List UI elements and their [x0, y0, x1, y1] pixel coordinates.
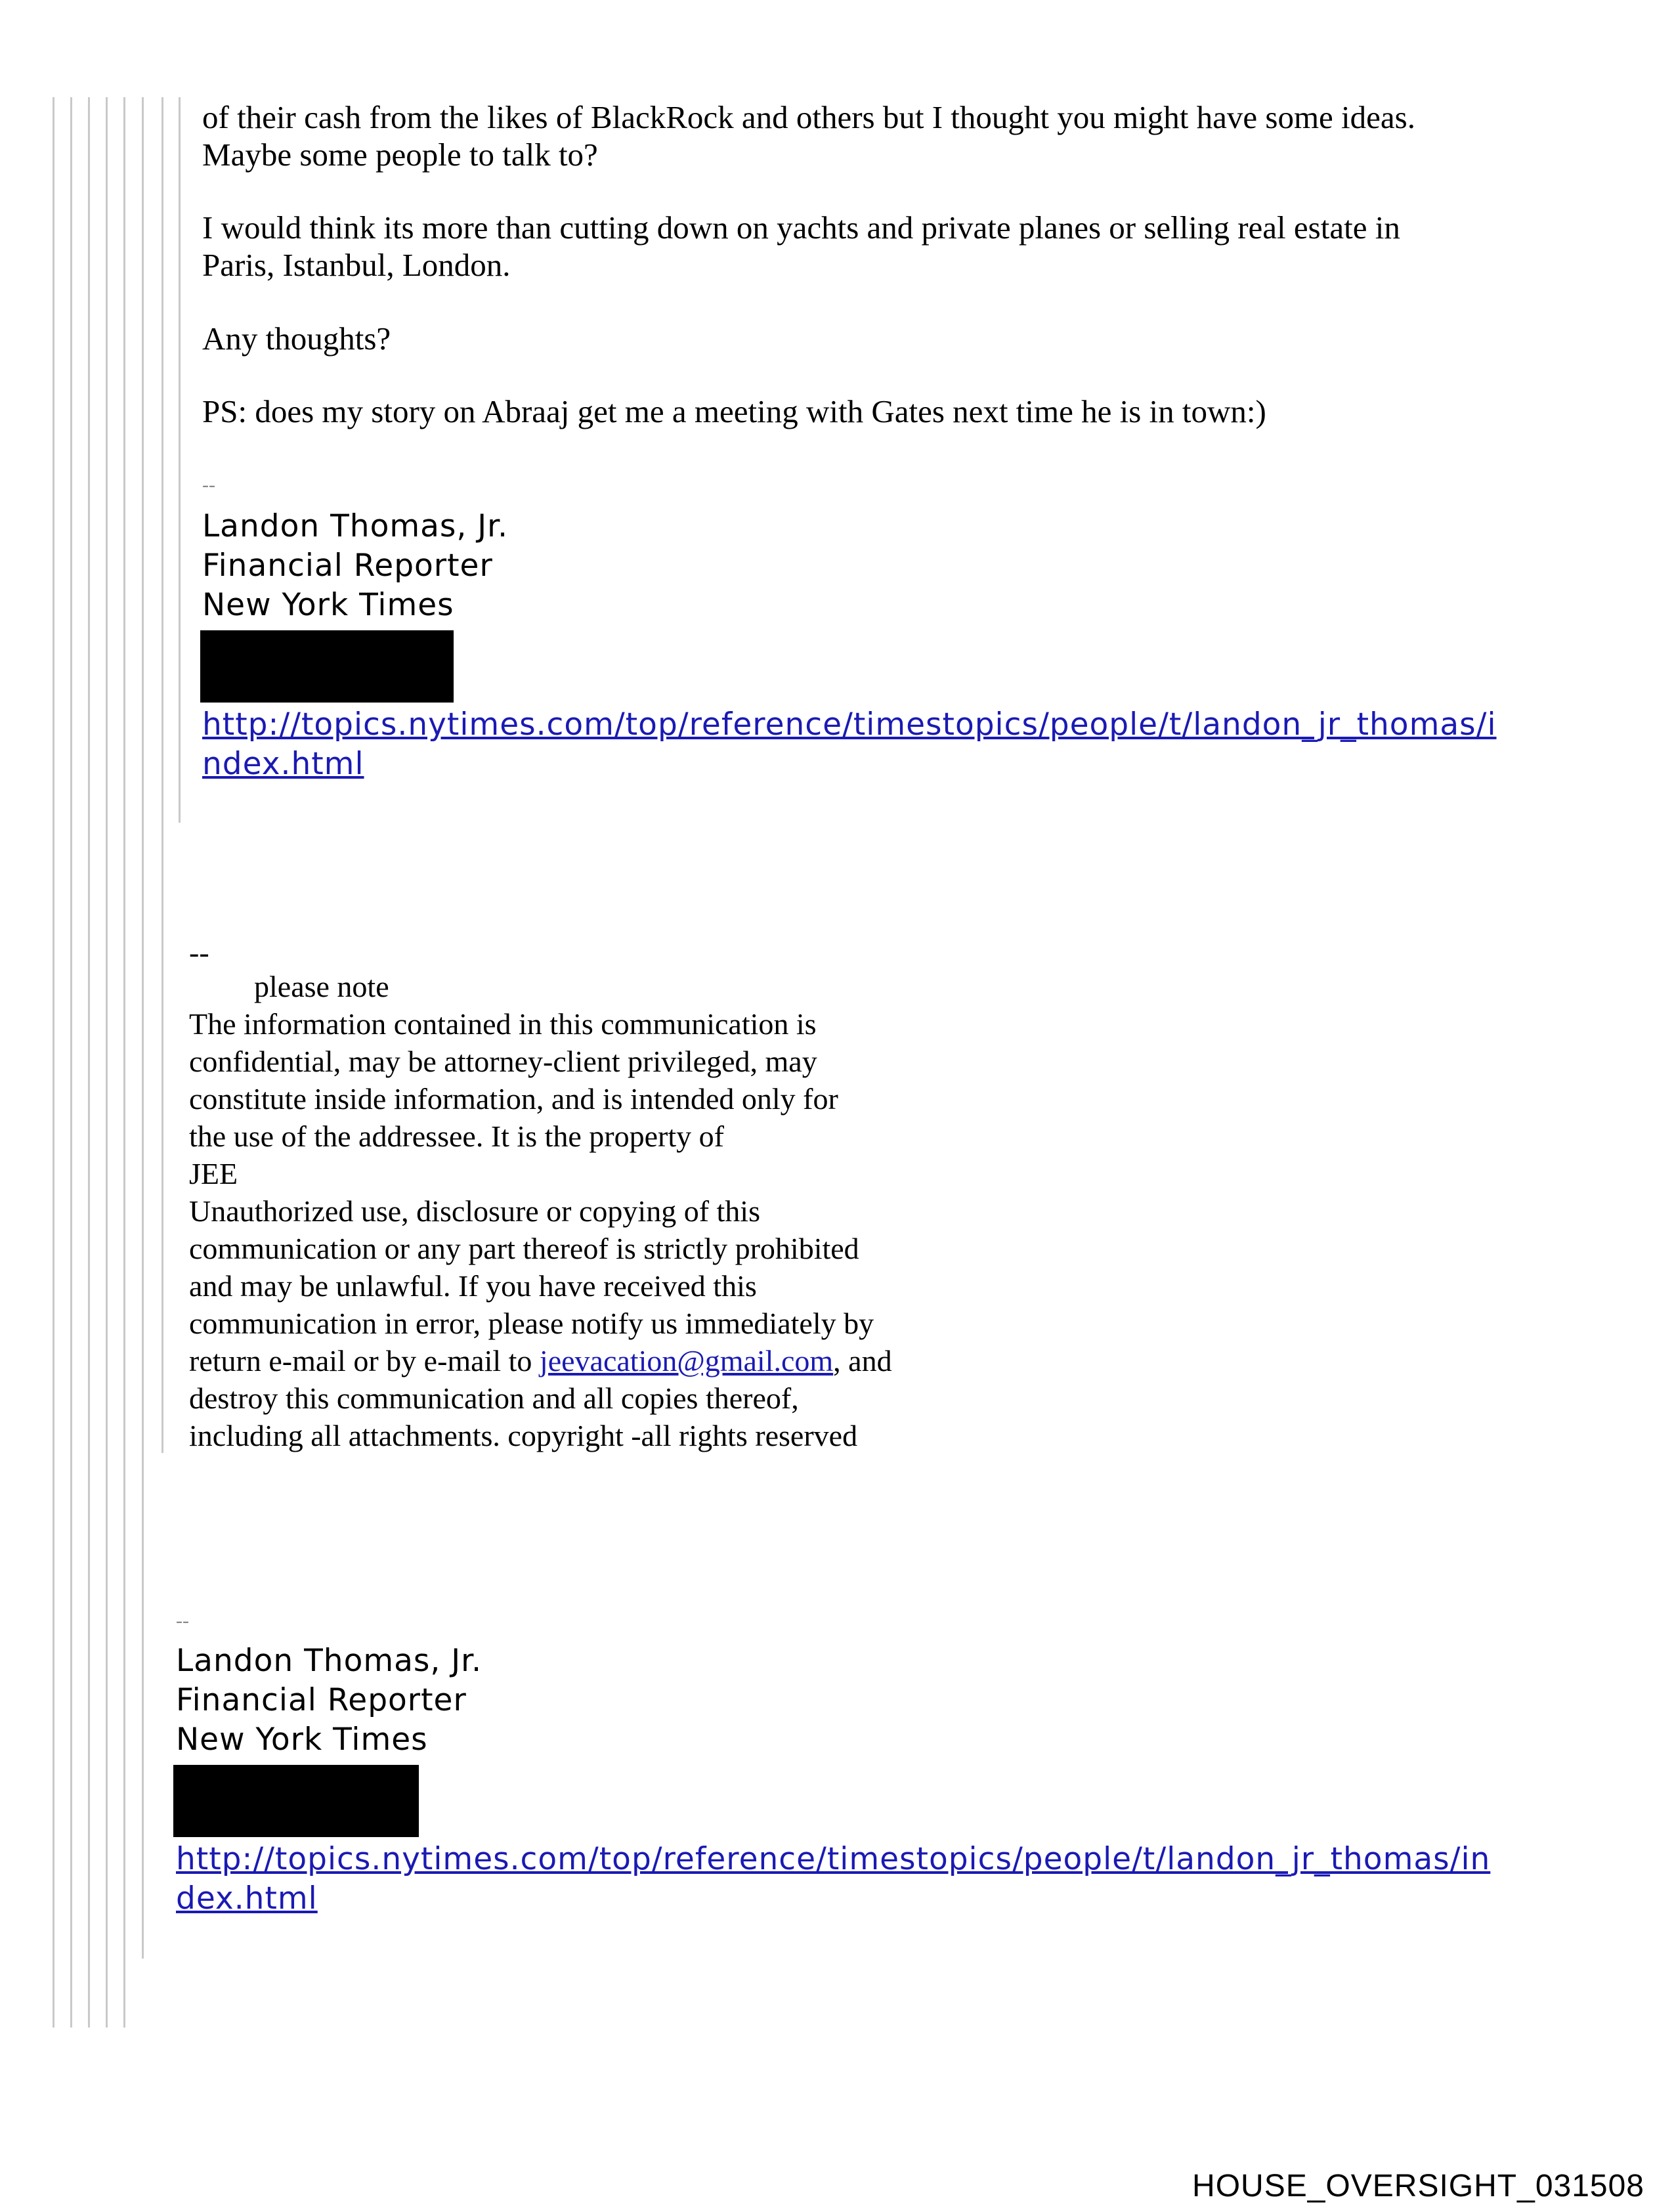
signature-organization: New York Times	[202, 587, 454, 623]
signature-organization: New York Times	[176, 1722, 428, 1758]
disclaimer-line: communication in error, please notify us immediately by	[189, 1307, 874, 1340]
disclaimer-line: communication or any part thereof is strictly prohibited	[189, 1232, 859, 1265]
body-line: of their cash from the likes of BlackRock and others but I thought you might have some ideas.	[202, 99, 1415, 135]
disclaimer-line	[189, 1342, 892, 1379]
disclaimer-line: and may be unlawful. If you have received this	[189, 1269, 757, 1303]
signature-separator: --	[176, 1610, 189, 1632]
quote-bar	[70, 97, 72, 2028]
disclaimer-line: constitute inside information, and is intended only for	[189, 1082, 838, 1116]
profile-link[interactable]: http://topics.nytimes.com/top/reference/timestopics/people/t/landon_jr_thomas/i	[202, 706, 1497, 743]
signature-name: Landon Thomas, Jr.	[202, 508, 509, 544]
signature-name: Landon Thomas, Jr.	[176, 1643, 483, 1679]
disclaimer-line: Unauthorized use, disclosure or copying of this	[189, 1194, 760, 1228]
disclaimer-line: the use of the addressee. It is the property of	[189, 1119, 724, 1153]
quote-bar	[53, 97, 54, 2028]
redaction-box	[173, 1765, 419, 1837]
quote-bar	[142, 97, 144, 1959]
disclaimer-heading: please note	[254, 970, 389, 1003]
quote-bar	[88, 97, 90, 2028]
bates-number: HOUSE_OVERSIGHT_031508	[1192, 2169, 1644, 2203]
body-line: Any thoughts?	[202, 320, 391, 357]
disclaimer-separator: --	[189, 936, 209, 969]
signature-title: Financial Reporter	[202, 548, 493, 584]
disclaimer-text: return e-mail or by e-mail to	[189, 1344, 540, 1377]
disclaimer-line: JEE	[189, 1157, 238, 1190]
profile-link-continued[interactable]: ndex.html	[202, 746, 364, 782]
quote-bar	[123, 97, 125, 2028]
disclaimer-line: destroy this communication and all copies thereof,	[189, 1381, 799, 1415]
disclaimer-line: confidential, may be attorney-client privileged, may	[189, 1045, 817, 1078]
disclaimer-line: including all attachments. copyright -all rights reserved	[189, 1419, 858, 1452]
signature-title: Financial Reporter	[176, 1682, 467, 1718]
quote-bar	[179, 97, 181, 823]
body-line: I would think its more than cutting down on yachts and private planes or selling real estate in	[202, 209, 1400, 246]
disclaimer-text: , and	[833, 1344, 892, 1377]
profile-link[interactable]: http://topics.nytimes.com/top/reference/timestopics/people/t/landon_jr_thomas/in	[176, 1841, 1491, 1877]
email-link[interactable]: jeevacation@gmail.com	[539, 1344, 834, 1377]
body-line: Paris, Istanbul, London.	[202, 247, 511, 283]
signature-separator: --	[202, 474, 215, 496]
body-line: PS: does my story on Abraaj get me a meeting with Gates next time he is in town:)	[202, 393, 1266, 429]
profile-link-continued[interactable]: dex.html	[176, 1880, 318, 1917]
quote-bar	[161, 97, 163, 1453]
quote-bar	[106, 97, 108, 2028]
disclaimer-line: The information contained in this communication is	[189, 1007, 817, 1041]
redaction-box	[200, 630, 454, 703]
body-line: Maybe some people to talk to?	[202, 137, 598, 173]
